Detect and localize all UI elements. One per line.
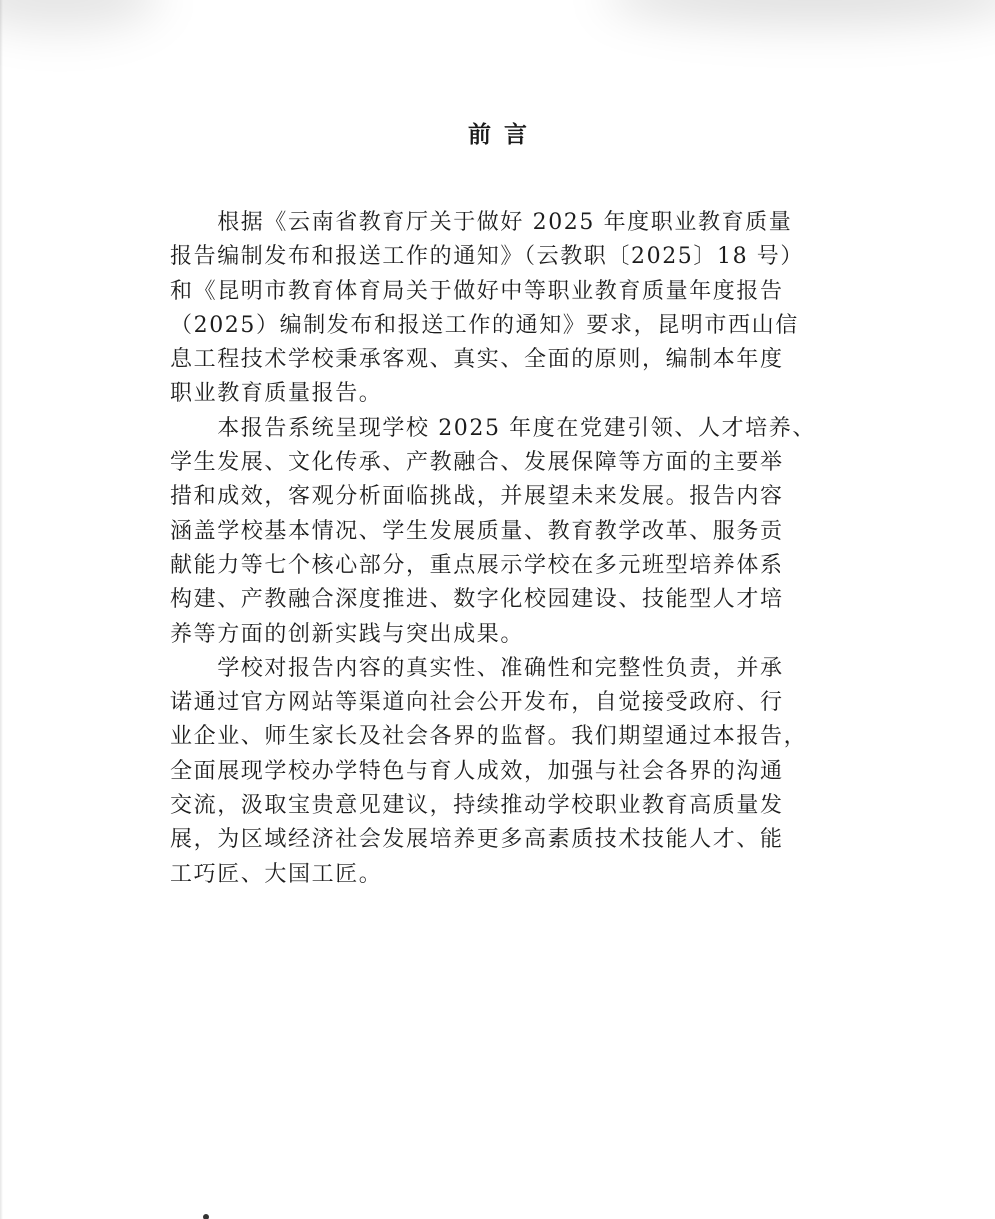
- text-line: 业企业、师生家长及社会各界的监督。我们期望通过本报告，: [170, 724, 808, 750]
- text-line: 学生发展、文化传承、产教融合、发展保障等方面的主要举: [170, 450, 784, 476]
- text-line: 根据《云南省教育厅关于做好 2025 年度职业教育质量: [170, 210, 793, 235]
- text-line: 息工程技术学校秉承客观、真实、全面的原则，编制本年度: [170, 347, 784, 373]
- text-line: 养等方面的创新实践与突出成果。: [170, 621, 525, 647]
- text-line: 报告编制发布和报送工作的通知》（云教职〔2025〕18 号）: [170, 244, 804, 270]
- text-line: 职业教育质量报告。: [170, 381, 383, 407]
- page-edge: [0, 0, 3, 1219]
- text-line: 诺通过官方网站等渠道向社会公开发布，自觉接受政府、行: [170, 690, 784, 716]
- text-line: 构建、产教融合深度推进、数字化校园建设、技能型人才培: [170, 587, 784, 613]
- text-line: 交流，汲取宝贵意见建议，持续推动学校职业教育高质量发: [170, 793, 784, 819]
- document-body: [170, 206, 838, 892]
- text-line: 献能力等七个核心部分，重点展示学校在多元班型培养体系: [170, 552, 784, 578]
- text-line: 学校对报告内容的真实性、准确性和完整性负责，并承: [170, 655, 784, 681]
- scan-shadow: [605, 0, 995, 25]
- text-line: 全面展现学校办学特色与育人成效，加强与社会各界的沟通: [170, 758, 784, 784]
- text-line: （2025）编制发布和报送工作的通知》要求，昆明市西山信: [170, 312, 799, 338]
- text-line: 和《昆明市教育体育局关于做好中等职业教育质量年度报告: [170, 278, 784, 304]
- scan-shadow: [0, 0, 160, 30]
- text-line: 工巧匠、大国工匠。: [170, 861, 383, 887]
- paragraph: [170, 206, 838, 412]
- text-line: 涵盖学校基本情况、学生发展质量、教育教学改革、服务贡: [170, 518, 784, 544]
- text-line: 本报告系统呈现学校 2025 年度在党建引领、人才培养、: [170, 415, 816, 441]
- page-title: 前言: [468, 122, 540, 148]
- paragraph: [170, 652, 838, 892]
- paragraph: [170, 412, 838, 652]
- text-line: 展，为区域经济社会发展培养更多高素质技术技能人才、能: [170, 827, 784, 853]
- page-mark: [203, 1214, 209, 1219]
- text-line: 措和成效，客观分析面临挑战，并展望未来发展。报告内容: [170, 484, 784, 510]
